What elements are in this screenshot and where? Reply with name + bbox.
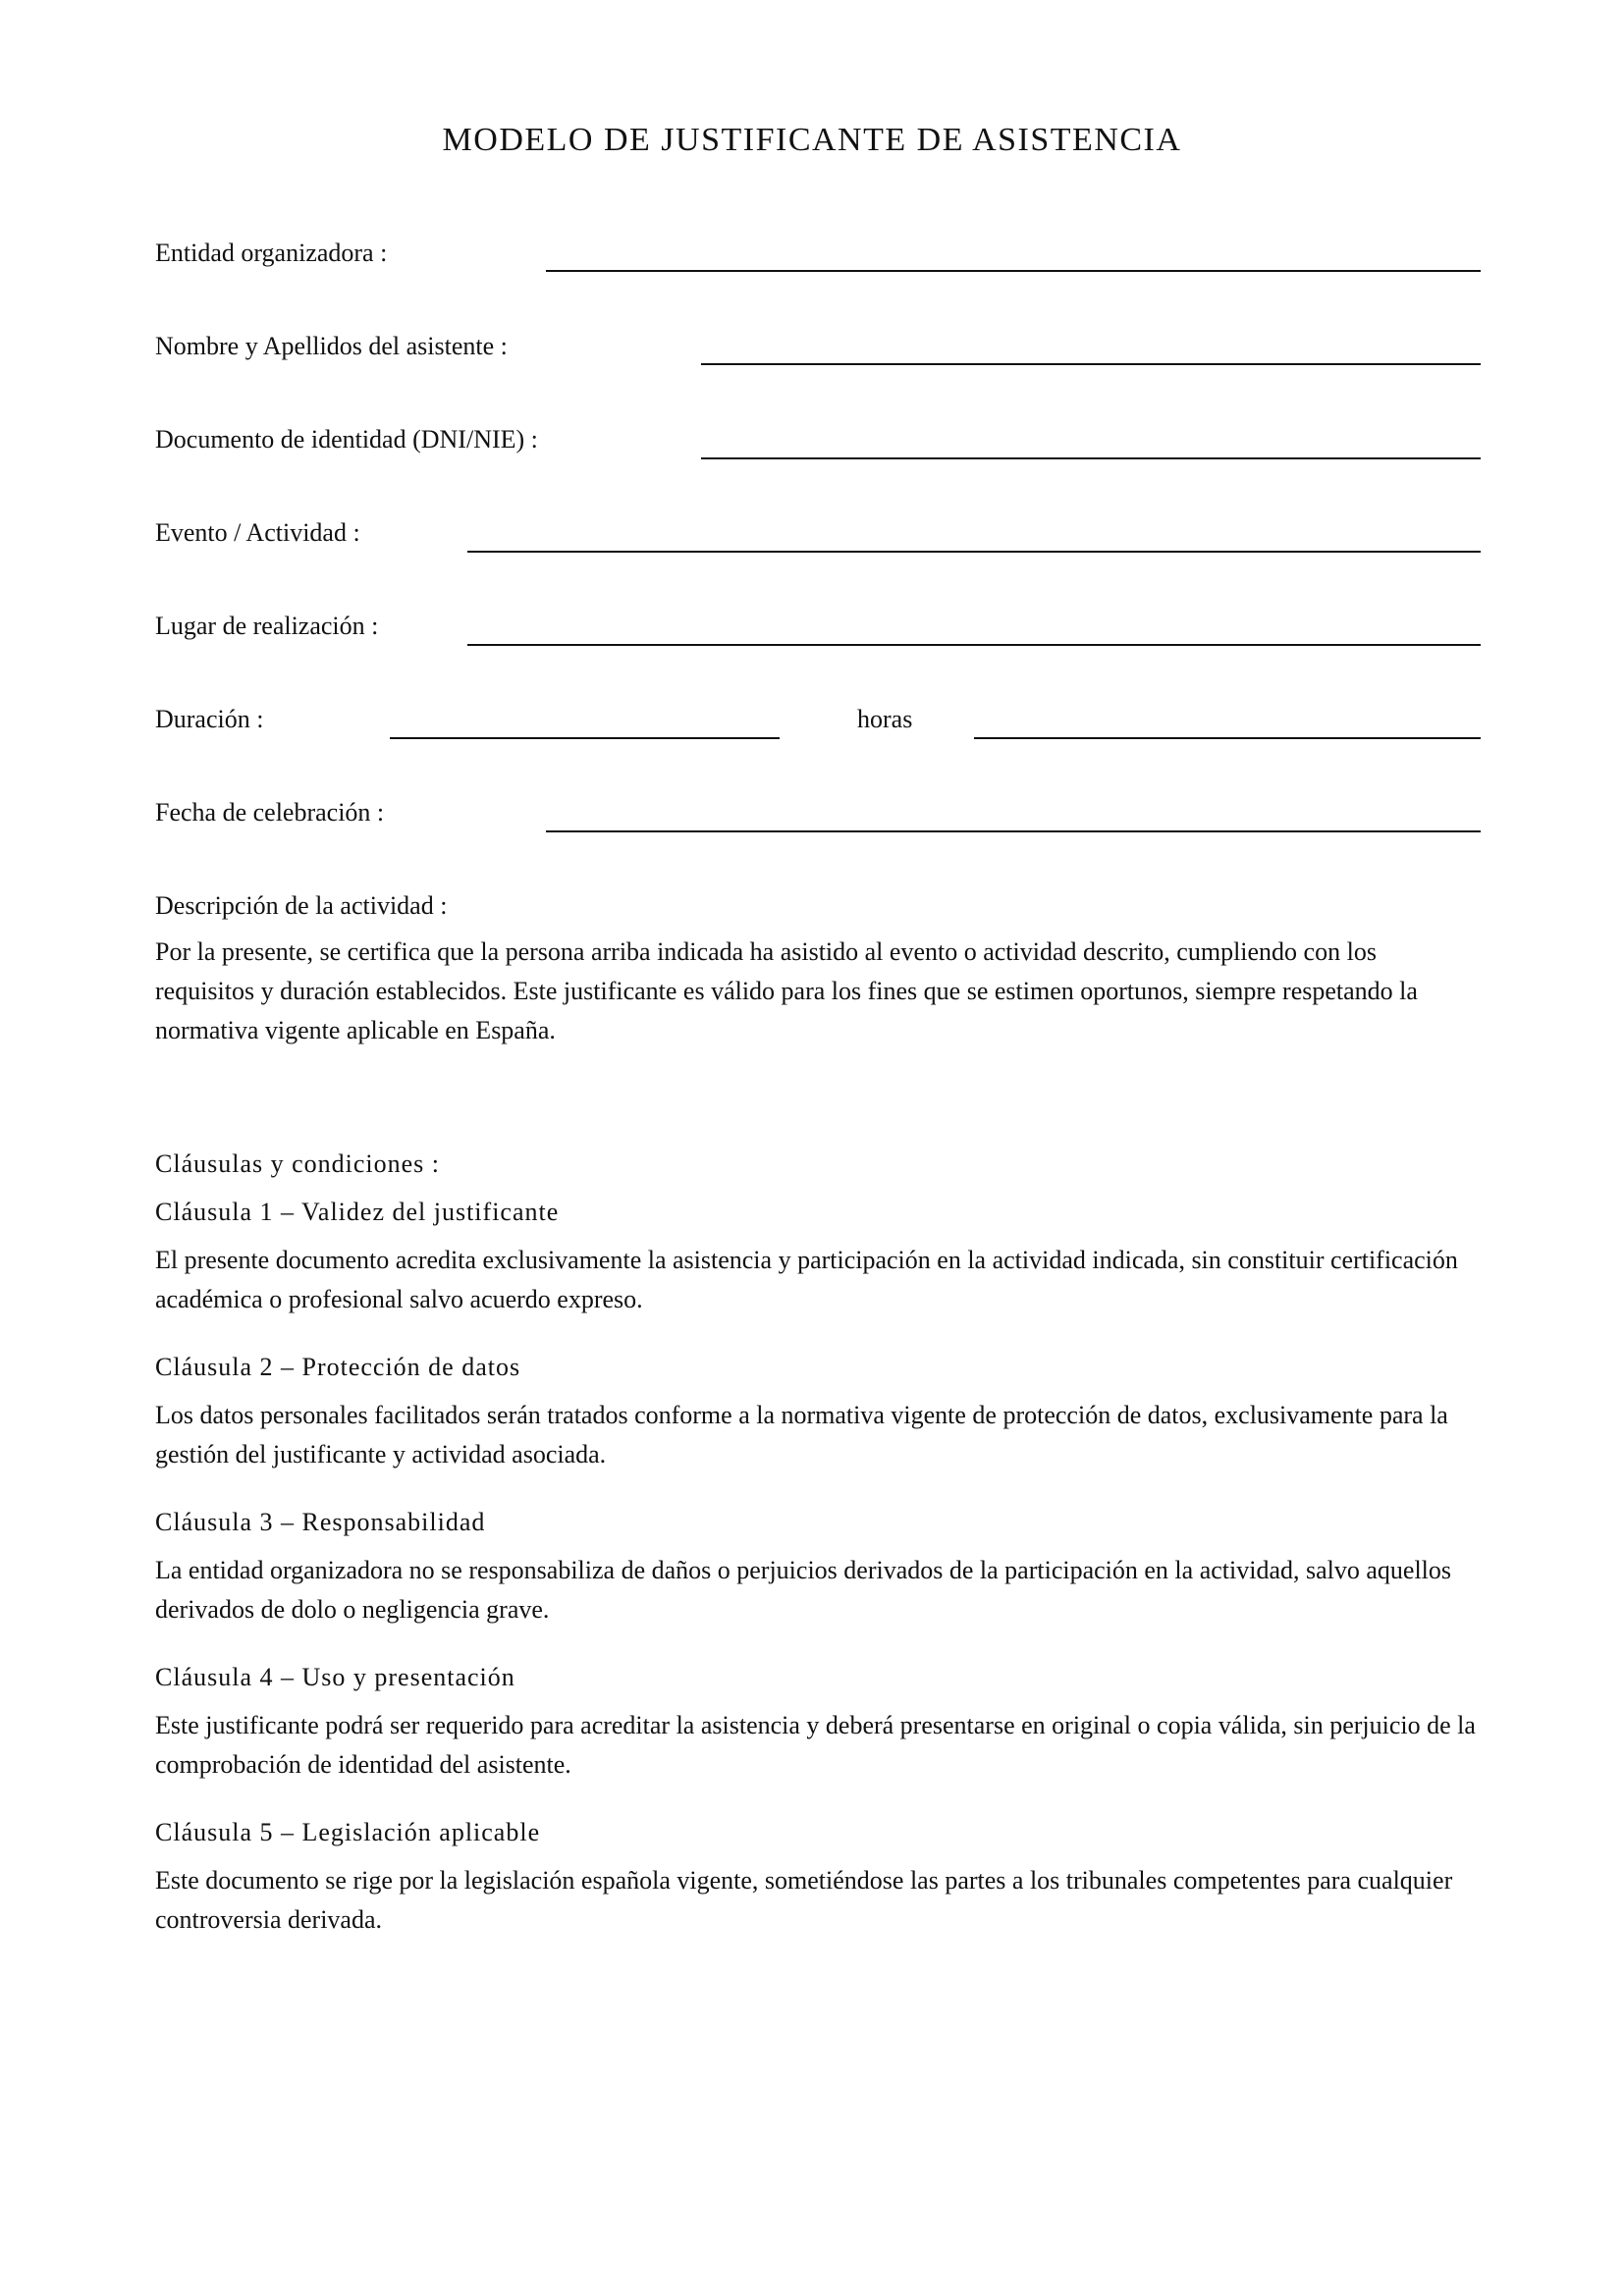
documento-blank-line[interactable] — [701, 457, 1481, 459]
clausulas-heading: Cláusulas y condiciones : — [155, 1149, 441, 1178]
nombre-label: Nombre y Apellidos del asistente : — [155, 332, 508, 360]
duracion-label: Duración : — [155, 705, 264, 733]
clausula-3-title: Cláusula 3 – Responsabilidad — [155, 1508, 486, 1536]
duracion-blank-line[interactable] — [390, 737, 780, 739]
document-title: MODELO DE JUSTIFICANTE DE ASISTENCIA — [442, 122, 1182, 158]
lugar-blank-line[interactable] — [467, 644, 1481, 646]
entidad-label: Entidad organizadora : — [155, 239, 388, 267]
descripcion-heading: Descripción de la actividad : — [155, 891, 448, 920]
documento-label: Documento de identidad (DNI/NIE) : — [155, 425, 538, 454]
clausula-4-title: Cláusula 4 – Uso y presentación — [155, 1663, 515, 1691]
fecha-blank-line[interactable] — [546, 830, 1481, 832]
lugar-label: Lugar de realización : — [155, 612, 379, 640]
clausula-2-text: Los datos personales facilitados serán tratados conforme a la normativa vigente de protección de datos, exclusivamente para la gestión del justificante y actividad asociada. — [155, 1401, 1448, 1468]
evento-blank-line[interactable] — [467, 551, 1481, 553]
clausula-3-text: La entidad organizadora no se responsabiliza de daños o perjuicios derivados de la participación en la actividad, salvo aquellos derivados de dolo o negligencia grave. — [155, 1556, 1452, 1624]
evento-label: Evento / Actividad : — [155, 518, 360, 547]
horas-blank-line[interactable] — [974, 737, 1481, 739]
nombre-blank-line[interactable] — [701, 363, 1481, 365]
clausula-4-text: Este justificante podrá ser requerido para acreditar la asistencia y deberá presentarse en original o copia válida, sin perjuicio de la comprobación de identidad del asistente. — [155, 1711, 1476, 1779]
clausula-5-title: Cláusula 5 – Legislación aplicable — [155, 1818, 541, 1846]
entidad-blank-line[interactable] — [546, 270, 1481, 272]
fecha-label: Fecha de celebración : — [155, 798, 385, 827]
horas-label: horas — [857, 705, 913, 733]
clausula-1-title: Cláusula 1 – Validez del justificante — [155, 1198, 560, 1226]
descripcion-text: Por la presente, se certifica que la persona arriba indicada ha asistido al evento o actividad descrito, cumpliendo con los requisitos y duración establecidos. Este justificante es válido para los fines que se estimen oportunos, siempre respetando la normativa vigente aplicable en España. — [155, 937, 1418, 1044]
clausula-2-title: Cláusula 2 – Protección de datos — [155, 1353, 521, 1381]
clausula-1-text: El presente documento acredita exclusivamente la asistencia y participación en la actividad indicada, sin constituir certificación académica o profesional salvo acuerdo expreso. — [155, 1246, 1458, 1313]
clausula-5-text: Este documento se rige por la legislación española vigente, sometiéndose las partes a los tribunales competentes para cualquier controversia derivada. — [155, 1866, 1453, 1934]
